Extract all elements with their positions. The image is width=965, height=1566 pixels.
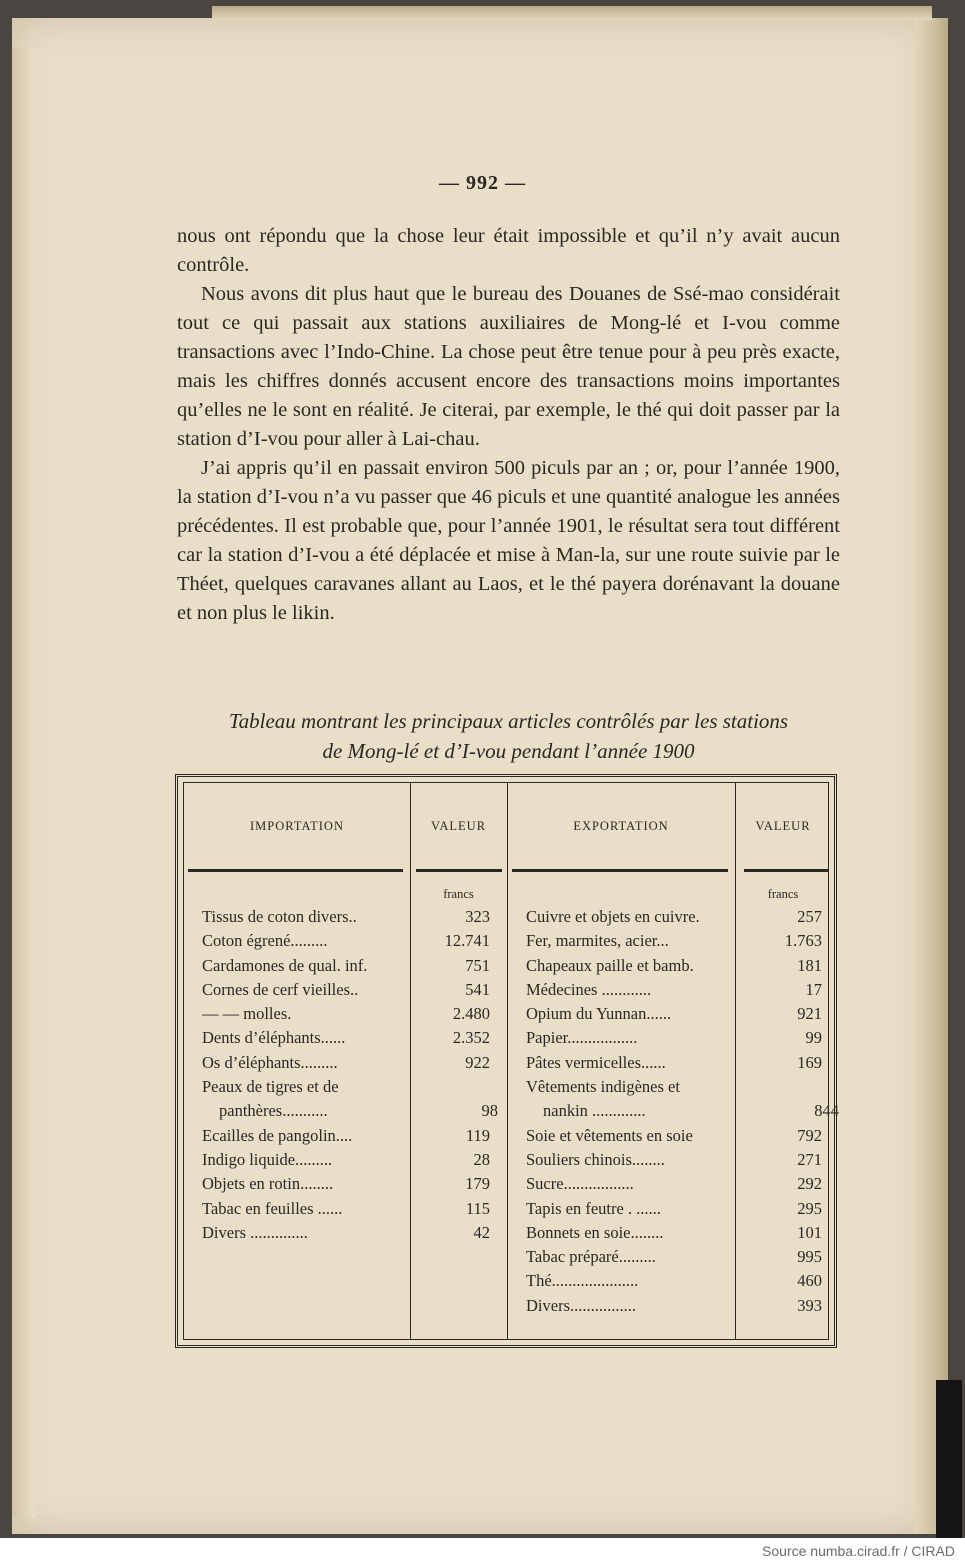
table-row [526, 1002, 965, 1026]
exportation-item-name: Papier................. [526, 1028, 638, 1048]
importation-item-name: panthères........... [219, 1101, 328, 1121]
exportation-item-name: Chapeaux paille et bamb. [526, 955, 694, 975]
table-row [526, 929, 965, 953]
exportation-item-name: Vêtements indigènes et [526, 1077, 680, 1097]
importation-item-name: Divers .............. [202, 1222, 308, 1242]
importation-item-value [410, 1075, 490, 1099]
importation-item-name: Objets en rotin........ [202, 1174, 334, 1194]
unit-export: francs [767, 887, 799, 901]
exportation-item-name: Opium du Yunnan...... [526, 1004, 672, 1024]
exportation-item-value: 1.763 [784, 931, 822, 951]
importation-item-name: Dents d’éléphants...... [202, 1028, 346, 1048]
exportation-item-value: 101 [797, 1222, 822, 1242]
table-caption-line-1: Tableau montrant les principaux articles contrôlés par les stations [228, 709, 789, 733]
table-row [202, 954, 498, 978]
exportation-item-name: Pâtes vermicelles...... [526, 1052, 666, 1072]
exportation-item-value: 17 [805, 979, 822, 999]
importation-rows [202, 905, 498, 1245]
importation-item-name: Coton égrené......... [202, 931, 328, 951]
exportation-item-name: Thé..................... [526, 1271, 639, 1291]
table-row [202, 1221, 498, 1245]
exportation-item-value: 292 [797, 1174, 822, 1194]
table-row [202, 1075, 498, 1099]
table-row [202, 1148, 498, 1172]
importation-item-name: Indigo liquide......... [202, 1149, 333, 1169]
header-valeur-import: VALEUR [430, 819, 487, 833]
table-row [526, 978, 965, 1002]
importation-item-value: 98 [481, 1101, 498, 1121]
table-row [202, 1197, 498, 1221]
importation-item-value: 119 [465, 1125, 490, 1145]
exportation-item-value: 169 [797, 1052, 822, 1072]
page-gutter [12, 48, 36, 1518]
header-importation: IMPORTATION [250, 819, 344, 833]
exportation-item-name: Divers................ [526, 1295, 636, 1315]
importation-item-value: 12.741 [444, 931, 490, 951]
table-row [526, 1124, 965, 1148]
exportation-item-name: Sucre................. [526, 1174, 634, 1194]
table-row [526, 1026, 965, 1050]
importation-item-value: 922 [465, 1052, 490, 1072]
exportation-item-name: Cuivre et objets en cuivre. [526, 907, 700, 926]
exportation-rows [526, 905, 965, 1318]
exportation-item-value: 99 [805, 1028, 822, 1048]
exportation-item-name: nankin ............. [543, 1101, 646, 1121]
exportation-item-value: 921 [797, 1004, 822, 1024]
exportation-item-value: 460 [797, 1271, 822, 1291]
importation-item-value: 2.352 [452, 1028, 490, 1048]
table-row [526, 1269, 965, 1293]
table-row [202, 978, 498, 1002]
table-caption [177, 706, 840, 766]
importation-item-name: Cardamones de qual. inf. [202, 955, 368, 975]
table-row [202, 1026, 498, 1050]
source-credit: Source numba.cirad.fr / CIRAD [762, 1543, 955, 1559]
exportation-item-value: 181 [797, 955, 822, 975]
importation-item-name: Os d’éléphants......... [202, 1052, 338, 1072]
page-top-edge [212, 6, 932, 20]
importation-item-value: 541 [465, 979, 490, 999]
importation-item-name: — — molles. [202, 1004, 292, 1024]
importation-item-name: Ecailles de pangolin.... [202, 1125, 353, 1145]
exportation-item-name: Tapis en feutre . ...... [526, 1198, 661, 1218]
exportation-item-value: 257 [797, 907, 822, 926]
header-valeur-export: VALEUR [755, 819, 811, 833]
table-row [202, 1172, 498, 1196]
table-row [202, 1099, 498, 1123]
importation-item-name: Peaux de tigres et de [202, 1077, 339, 1097]
exportation-item-name: Souliers chinois........ [526, 1149, 665, 1169]
trade-table [175, 774, 837, 1348]
importation-item-value: 751 [465, 955, 490, 975]
header-rule [416, 869, 502, 872]
header-rule [512, 869, 728, 872]
table-row [526, 905, 965, 929]
table-row [526, 1148, 965, 1172]
bookmark-ribbon [936, 1380, 962, 1538]
header-rule [188, 869, 403, 872]
trade-table-inner [183, 782, 839, 1340]
table-row [526, 1245, 965, 1269]
column-divider [507, 783, 508, 1339]
exportation-item-value: 295 [797, 1198, 822, 1218]
table-row [526, 1051, 965, 1075]
importation-item-value: 42 [473, 1222, 490, 1242]
table-row [202, 1051, 498, 1075]
header-rule [744, 869, 828, 872]
body-text [177, 222, 840, 628]
exportation-item-name: Tabac préparé......... [526, 1247, 656, 1267]
exportation-item-name: Soie et vêtements en soie [526, 1125, 693, 1145]
exportation-item-value [734, 1075, 822, 1099]
importation-item-value: 115 [465, 1198, 490, 1218]
table-row [202, 905, 498, 929]
table-row [202, 929, 498, 953]
paragraph-1: nous ont répondu que la chose leur était impossible et qu’il n’y avait aucun contrôle. [177, 225, 840, 276]
table-row [526, 954, 965, 978]
header-exportation: EXPORTATION [573, 819, 669, 833]
page-number: — 992 — [439, 172, 526, 194]
importation-item-name: Tissus de coton divers.. [202, 907, 357, 926]
exportation-item-value: 271 [797, 1149, 822, 1169]
importation-item-value: 323 [465, 907, 490, 926]
importation-item-value: 28 [473, 1149, 490, 1169]
exportation-item-name: Médecines ............ [526, 979, 652, 999]
unit-import: francs [443, 887, 474, 901]
table-row [526, 1197, 965, 1221]
table-row [202, 1124, 498, 1148]
importation-item-value: 2.480 [452, 1004, 490, 1024]
table-row [526, 1099, 965, 1123]
table-row [526, 1221, 965, 1245]
exportation-item-value: 844 [814, 1101, 839, 1121]
paragraph-2: Nous avons dit plus haut que le bureau des Douanes de Ssé-mao considérait tout ce qui passait aux stations auxiliaires de Mong-lé et I-vou comme transactions avec l’Indo-Chine. La chose peut être tenue pour à peu près exacte, mais les chiffres donnés accusent encore des transactions moins importantes qu’elles ne le sont en réalité. Je citerai, par exemple, le thé qui doit passer par la station d’I-vou pour aller à Lai-chau. [177, 283, 840, 450]
paragraph-3: J’ai appris qu’il en passait environ 500 piculs par an ; or, pour l’année 1900, la station d’I-vou n’a vu passer que 46 piculs et une quantité analogue les années précédentes. Il est probable que, pour l’année 1901, le résultat sera tout différent car la station d’I-vou a été déplacée et mise à Man-la, sur une route suivie par le Théet, quelques caravanes allant au Laos, et le thé payera dorénavant la douane et non plus le likin. [177, 457, 840, 624]
exportation-item-value: 792 [797, 1125, 822, 1145]
table-caption-line-2: de Mong-lé et d’I-vou pendant l’année 1900 [322, 739, 695, 763]
exportation-item-name: Bonnets en soie........ [526, 1222, 664, 1242]
exportation-item-value: 995 [797, 1247, 822, 1267]
importation-item-value: 179 [465, 1174, 490, 1194]
table-row [202, 1002, 498, 1026]
importation-item-name: Tabac en feuilles ...... [202, 1198, 343, 1218]
exportation-item-name: Fer, marmites, acier... [526, 931, 669, 951]
table-row [526, 1172, 965, 1196]
exportation-item-value: 393 [797, 1295, 822, 1315]
table-row [526, 1075, 965, 1099]
importation-item-name: Cornes de cerf vieilles.. [202, 979, 359, 999]
table-row [526, 1294, 965, 1318]
